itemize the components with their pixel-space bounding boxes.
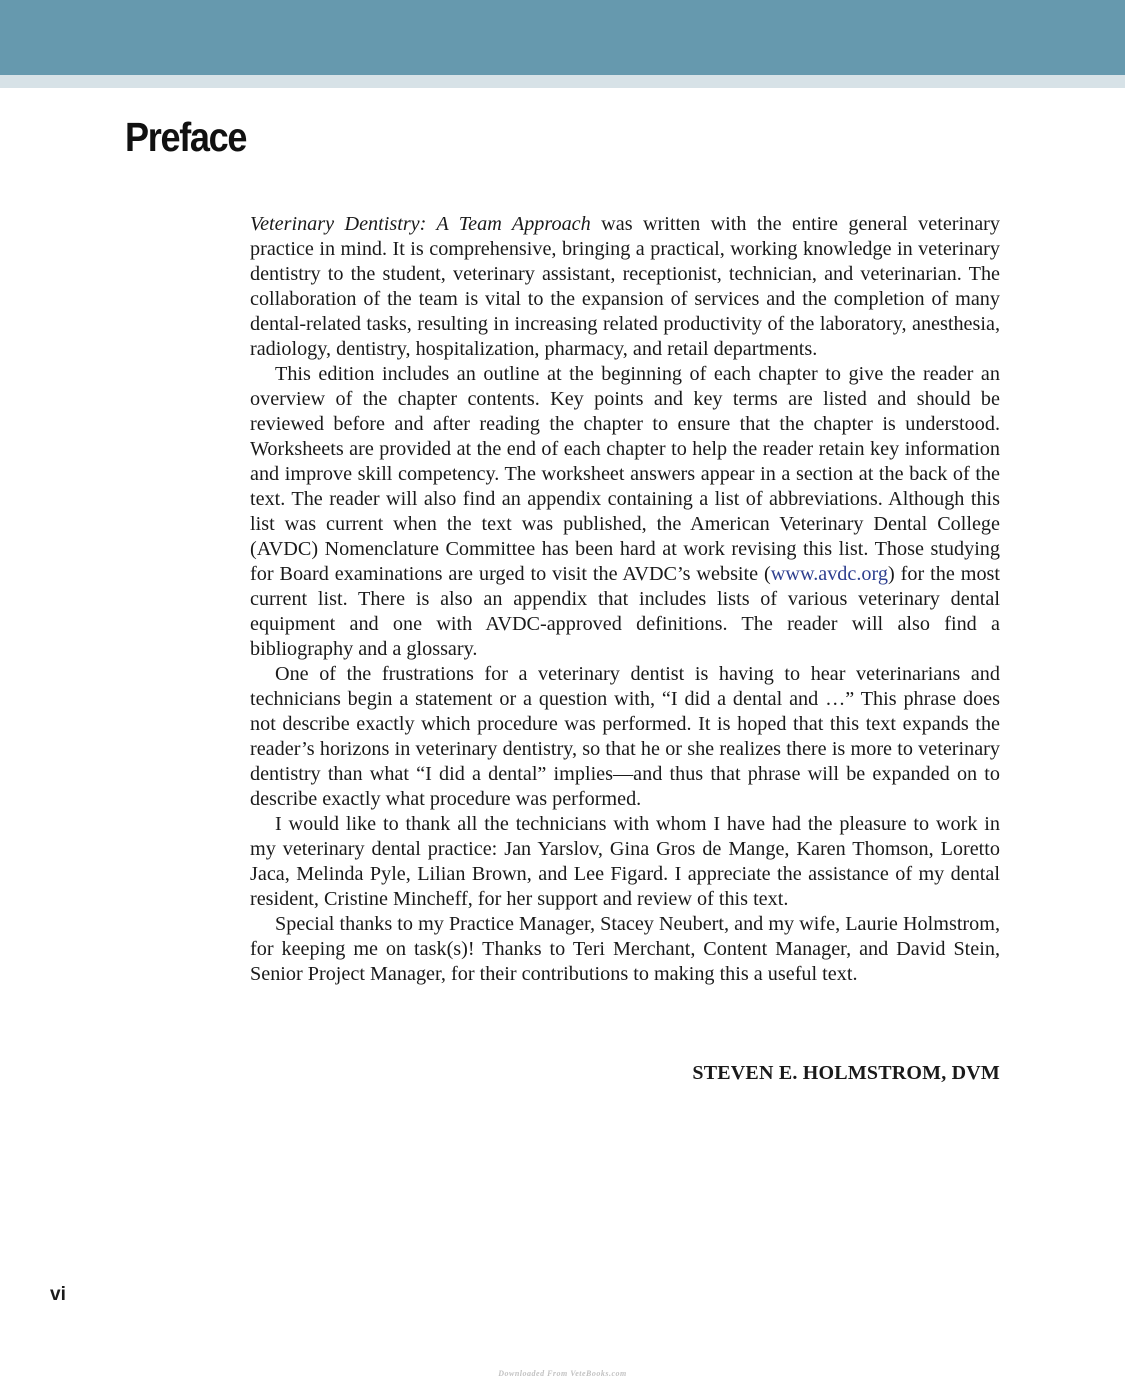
paragraph-intro <box>250 212 1000 362</box>
page-title: Preface <box>125 114 247 160</box>
paragraph-thanks-technicians: I would like to thank all the technicians with whom I have had the pleasure to work in my veterinary dental practice: Jan Yarslov, Gina Gros de Mange, Karen Thomson, Loretto Jaca, Melinda Pyle, Lilian Brown, and Lee Figard. I appreciate the assistance of my dental resident, Cristine Mincheff, for her support and review of this text. <box>250 813 1000 910</box>
preface-body <box>250 212 1000 987</box>
book-title: Veterinary Dentistry: A Team Approach <box>250 213 591 235</box>
watermark-text: Downloaded From VeteBooks.com <box>498 1369 627 1378</box>
paragraph-edition <box>250 362 1000 662</box>
header-band-accent <box>0 75 1125 88</box>
header-band <box>0 0 1125 75</box>
paragraph-frustrations: One of the frustrations for a veterinary dentist is having to hear veterinarians and technicians begin a statement or a question with, “I did a dental and …” This phrase does not describe exactly which procedure was performed. It is hoped that this text expands the reader’s horizons in veterinary dentistry, so that he or she realizes there is more to veterinary dentistry than what “I did a dental” implies—and thus that phrase will be expanded on to describe exactly what procedure was performed. <box>250 663 1000 810</box>
avdc-website-link[interactable]: www.avdc.org <box>770 563 888 585</box>
page-number: vi <box>50 1284 66 1305</box>
paragraph-edition-text-after: ) for the most current list. There is also an appendix that includes lists of various veterinary dental equipment and one with AVDC-approved definitions. The reader will also find a bibliography and a glossary. <box>250 563 1001 660</box>
paragraph-special-thanks: Special thanks to my Practice Manager, Stacey Neubert, and my wife, Laurie Holmstrom, for keeping me on task(s)! Thanks to Teri Merchant, Content Manager, and David Stein, Senior Project Manager, for their contributions to making this a useful text. <box>250 913 1000 985</box>
paragraph-edition-text-before: This edition includes an outline at the beginning of each chapter to give the reader an overview of the chapter contents. Key points and key terms are listed and should be reviewed before and after reading the chapter to ensure that the chapter is understood. Worksheets are provided at the end of each chapter to help the reader retain key information and improve skill competency. The worksheet answers appear in a section at the back of the text. The reader will also find an appendix containing a list of abbreviations. Although this list was current when the text was published, the American Veterinary Dental College (AVDC) Nomenclature Committee has been hard at work revising this list. Those studying for Board examinations are urged to visit the AVDC’s website ( <box>250 363 1000 585</box>
paragraph-intro-text: was written with the entire general veterinary practice in mind. It is comprehensive, bringing a practical, working knowledge in veterinary dentistry to the student, veterinary assistant, receptionist, technician, and veterinarian. The collaboration of the team is vital to the expansion of services and the completion of many dental-related tasks, resulting in increasing related productivity of the laboratory, anesthesia, radiology, dentistry, hospitalization, pharmacy, and retail departments. <box>250 213 1001 360</box>
author-signature: STEVEN E. HOLMSTROM, DVM <box>692 1062 1000 1084</box>
